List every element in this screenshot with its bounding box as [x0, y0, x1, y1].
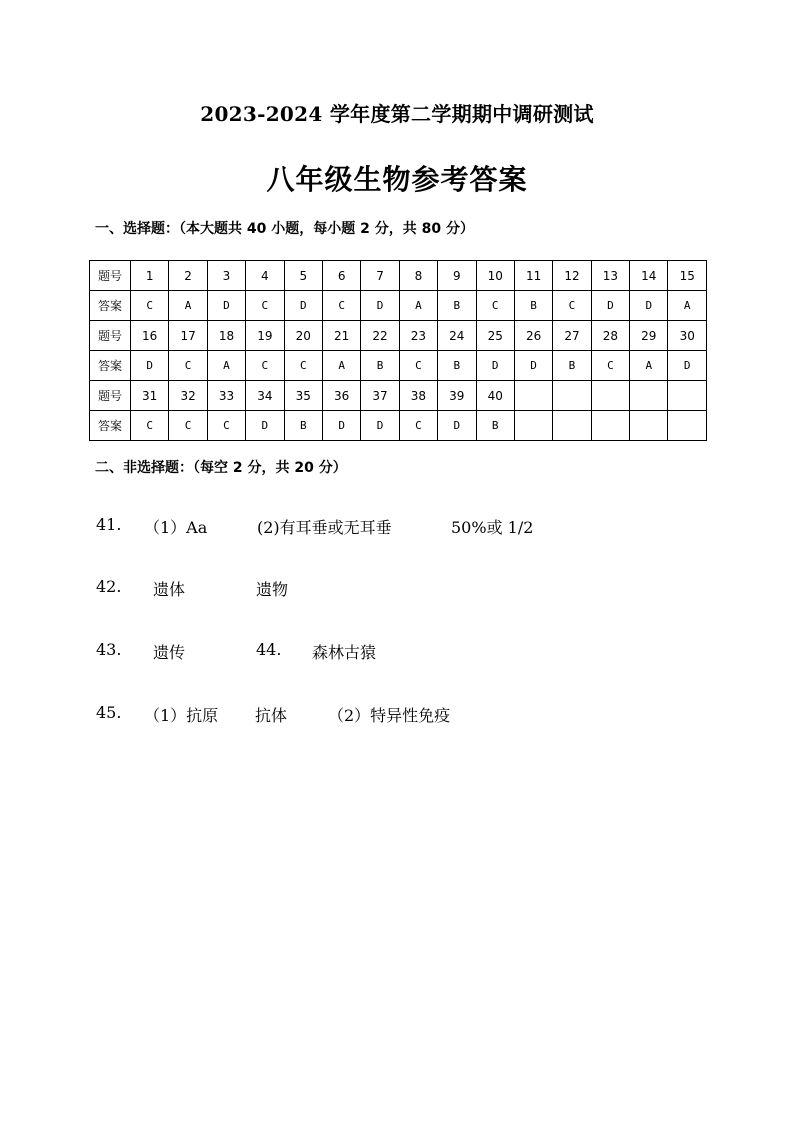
question-number-cell: 34 [246, 381, 284, 411]
answer-cell [553, 411, 591, 441]
question-number-cell: 19 [246, 321, 284, 351]
answer-cell: C [169, 411, 207, 441]
answer-cell: C [553, 291, 591, 321]
answer-cell: C [284, 351, 322, 381]
question-number-cell: 32 [169, 381, 207, 411]
answer-cell: D [668, 351, 707, 381]
question-number-cell: 1 [131, 261, 169, 291]
answer-cell: C [246, 351, 284, 381]
question-number: 43. [96, 640, 122, 659]
answer-cell: D [361, 411, 399, 441]
question-number-cell: 7 [361, 261, 399, 291]
question-number-cell: 11 [514, 261, 552, 291]
row-label-number: 题号 [90, 321, 131, 351]
question-number-cell: 36 [322, 381, 360, 411]
answer-text: 50%或 1/2 [451, 518, 534, 537]
question-number-cell: 2 [169, 261, 207, 291]
answer-cell: A [207, 351, 245, 381]
question-number-cell: 14 [630, 261, 668, 291]
question-number: 44. [256, 640, 282, 659]
question-number-cell: 38 [399, 381, 437, 411]
question-number-cell: 9 [438, 261, 476, 291]
question-number-cell: 37 [361, 381, 399, 411]
answer-text: 遗体 [153, 580, 186, 599]
question-number-row [90, 381, 707, 411]
question-number-cell: 30 [668, 321, 707, 351]
answer-cell: D [361, 291, 399, 321]
question-number-cell: 8 [399, 261, 437, 291]
question-number-cell: 25 [476, 321, 514, 351]
question-number-cell [630, 381, 668, 411]
answer-text: （2）特异性免疫 [328, 706, 451, 725]
section-non-choice-heading: 二、非选择题：（每空 2 分，共 20 分） [95, 460, 347, 476]
answer-text: 森林古猿 [312, 643, 377, 662]
answer-cell: D [476, 351, 514, 381]
answer-text: (2)有耳垂或无耳垂 [257, 518, 392, 537]
answer-cell: C [131, 291, 169, 321]
question-number-cell: 16 [131, 321, 169, 351]
question-number-cell: 4 [246, 261, 284, 291]
answer-cell: B [284, 411, 322, 441]
answer-cell: D [284, 291, 322, 321]
question-number-cell: 6 [322, 261, 360, 291]
answer-cell: B [553, 351, 591, 381]
answer-cell: A [322, 351, 360, 381]
question-number-cell: 23 [399, 321, 437, 351]
answer-cell [630, 411, 668, 441]
row-label-answer: 答案 [90, 411, 131, 441]
question-number-cell: 24 [438, 321, 476, 351]
question-number-row [90, 261, 707, 291]
answer-cell: B [514, 291, 552, 321]
question-number-cell: 3 [207, 261, 245, 291]
answer-cell: C [169, 351, 207, 381]
row-label-answer: 答案 [90, 291, 131, 321]
question-number-cell [591, 381, 629, 411]
question-number: 41. [96, 515, 122, 534]
question-number-cell: 39 [438, 381, 476, 411]
question-number-cell: 5 [284, 261, 322, 291]
question-number: 42. [96, 577, 122, 596]
question-number-cell: 12 [553, 261, 591, 291]
answer-cell: C [399, 411, 437, 441]
answer-cell: B [438, 351, 476, 381]
answer-cell: D [207, 291, 245, 321]
question-number-cell: 31 [131, 381, 169, 411]
page-subtitle: 八年级生物参考答案 [266, 163, 528, 196]
answer-cell: A [668, 291, 707, 321]
question-number-cell: 17 [169, 321, 207, 351]
answer-cell [591, 411, 629, 441]
question-number: 45. [96, 703, 122, 722]
answer-cell: A [399, 291, 437, 321]
page-title: 2023-2024 学年度第二学期期中调研测试 [200, 102, 594, 126]
answer-cell: D [131, 351, 169, 381]
question-number-row [90, 321, 707, 351]
answer-text: 抗体 [255, 706, 288, 725]
answer-cell: A [630, 351, 668, 381]
answer-cell [514, 411, 552, 441]
answer-cell: B [476, 411, 514, 441]
answer-cell: D [630, 291, 668, 321]
answer-cell: D [322, 411, 360, 441]
row-label-number: 题号 [90, 381, 131, 411]
answer-cell: C [476, 291, 514, 321]
multiple-choice-answer-table [89, 260, 707, 441]
question-number-cell: 33 [207, 381, 245, 411]
question-number-cell: 29 [630, 321, 668, 351]
question-number-cell: 10 [476, 261, 514, 291]
row-label-answer: 答案 [90, 351, 131, 381]
answer-cell: D [514, 351, 552, 381]
question-number-cell: 21 [322, 321, 360, 351]
question-number-cell: 22 [361, 321, 399, 351]
answer-cell: C [322, 291, 360, 321]
question-number-cell: 18 [207, 321, 245, 351]
answer-text: 遗传 [153, 643, 186, 662]
answer-cell: A [169, 291, 207, 321]
question-number-cell: 35 [284, 381, 322, 411]
answer-cell: D [591, 291, 629, 321]
answer-row [90, 411, 707, 441]
question-number-cell: 26 [514, 321, 552, 351]
answer-cell: B [438, 291, 476, 321]
answer-cell: C [207, 411, 245, 441]
question-number-cell: 13 [591, 261, 629, 291]
answer-cell: B [361, 351, 399, 381]
answer-cell: C [591, 351, 629, 381]
answer-cell: D [246, 411, 284, 441]
answer-cell: C [399, 351, 437, 381]
answer-text: （1）抗原 [144, 706, 219, 725]
answer-cell: C [131, 411, 169, 441]
question-number-cell [553, 381, 591, 411]
question-number-cell [514, 381, 552, 411]
answer-row [90, 351, 707, 381]
answer-cell: C [246, 291, 284, 321]
section-multiple-choice-heading: 一、选择题：（本大题共 40 小题，每小题 2 分，共 80 分） [95, 221, 474, 237]
answer-text: 遗物 [256, 580, 289, 599]
question-number-cell: 15 [668, 261, 707, 291]
answer-text: （1）Aa [144, 518, 208, 537]
answer-row [90, 291, 707, 321]
question-number-cell: 27 [553, 321, 591, 351]
question-number-cell [668, 381, 707, 411]
row-label-number: 题号 [90, 261, 131, 291]
answer-cell [668, 411, 707, 441]
question-number-cell: 20 [284, 321, 322, 351]
question-number-cell: 40 [476, 381, 514, 411]
question-number-cell: 28 [591, 321, 629, 351]
answer-cell: D [438, 411, 476, 441]
